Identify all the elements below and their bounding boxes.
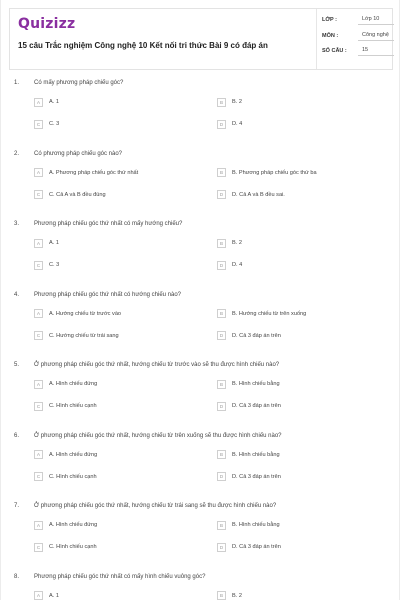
answer-option-a[interactable] [34,378,97,390]
option-letter-box: C [34,261,43,270]
answer-option-a[interactable] [34,519,97,531]
option-text: D. Cả 3 đáp án trên [232,403,281,409]
option-letter-box: C [34,190,43,199]
answer-option-b[interactable] [217,449,280,461]
option-letter-box: A [34,309,43,318]
answer-option-b[interactable] [217,308,306,320]
option-text: C. Hình chiếu cạnh [49,403,97,409]
option-text: C. Cả A và B đều đúng [49,191,106,198]
question-text: Ở phương pháp chiếu góc thứ nhất, hướng chiếu từ trước vào sẽ thu được hình chiếu nào? [34,362,280,368]
answer-option-d[interactable] [217,541,281,553]
option-text: B. Phương pháp chiếu góc thứ ba [232,169,317,176]
answer-option-d[interactable] [217,118,242,130]
option-letter-box: B [217,168,226,177]
answer-option-d[interactable] [217,330,281,342]
option-text: D. Cả 3 đáp án trên [232,332,281,339]
option-text: B. Hình chiếu bằng [232,381,280,387]
option-text: C. Hướng chiếu từ trái sang [49,332,119,339]
question-number: 2. [14,150,20,157]
answer-option-a[interactable] [34,308,121,320]
question-text: Ở phương pháp chiếu góc thứ nhất, hướng chiếu từ trái sang sẽ thu được hình chiếu nào? [34,503,277,509]
option-letter-box: C [34,472,43,481]
question-text: Có mấy phương pháp chiếu góc? [34,80,124,86]
question-number: 5. [14,362,20,368]
worksheet-title: 15 câu Trắc nghiệm Công nghệ 10 Kết nối tri thức Bài 9 có đáp án [18,41,268,50]
answer-option-c[interactable] [34,330,119,342]
option-text: C. 3 [49,262,60,268]
quizizz-logo[interactable]: Quizizz [18,16,76,32]
option-letter-box: A [34,521,43,530]
answer-option-b[interactable] [217,519,280,531]
header-divider [316,9,317,69]
answer-option-a[interactable] [34,167,138,179]
option-text: C. Hình chiếu cạnh [49,473,97,480]
question-text: Ở phương pháp chiếu góc thứ nhất, hướng chiếu từ trên xuống sẽ thu được hình chiếu nào? [34,432,282,439]
answer-option-a[interactable] [34,590,59,600]
question-number: 8. [14,573,20,580]
option-letter-box: C [34,543,43,552]
answer-option-b[interactable] [217,378,280,390]
question-number: 1. [14,80,20,86]
option-letter-box: A [34,168,43,177]
option-letter-box: D [217,331,226,340]
option-letter-box: B [217,309,226,318]
question-text: Phương pháp chiếu góc thứ nhất có hướng chiếu nào? [34,291,182,298]
option-letter-box: A [34,450,43,459]
answer-option-b[interactable] [217,96,242,108]
option-text: D. 4 [232,121,243,127]
answer-option-d[interactable] [217,400,281,412]
answer-option-b[interactable] [217,590,242,600]
option-text: C. Hình chiếu cạnh [49,544,97,550]
worksheet-header [9,8,393,70]
meta-label-class: LỚP : [322,17,337,23]
answer-option-d[interactable] [217,471,281,483]
answer-option-c[interactable] [34,471,97,483]
option-text: D. Cả 3 đáp án trên [232,473,281,480]
option-text: B. Hình chiếu bằng [232,451,280,458]
option-letter-box: D [217,402,226,411]
option-text: C. 3 [49,121,60,127]
question-text: Có phương pháp chiếu góc nào? [34,150,123,157]
question-number: 4. [14,291,20,298]
option-letter-box: D [217,120,226,129]
option-letter-box: B [217,239,226,248]
option-letter-box: A [34,380,43,389]
answer-option-c[interactable] [34,189,106,201]
option-letter-box: B [217,380,226,389]
option-letter-box: B [217,98,226,107]
option-text: B. 2 [232,240,242,246]
option-letter-box: A [34,591,43,600]
option-letter-box: D [217,543,226,552]
question-text: Phương pháp chiếu góc thứ nhất có mấy hướng chiếu? [34,221,183,227]
answer-option-a[interactable] [34,237,59,249]
option-letter-box: D [217,190,226,199]
meta-value-subject: Công nghệ [358,31,394,41]
meta-label-count: SỐ CÂU : [322,48,347,54]
option-text: D. Cả 3 đáp án trên [232,544,281,550]
option-text: A. 1 [49,240,59,246]
option-text: A. Hướng chiếu từ trước vào [49,310,122,317]
option-text: A. Phương pháp chiếu góc thứ nhất [49,169,139,176]
option-letter-box: C [34,120,43,129]
option-text: A. 1 [49,592,59,599]
option-letter-box: C [34,402,43,411]
answer-option-b[interactable] [217,167,317,179]
answer-option-c[interactable] [34,118,59,130]
option-letter-box: B [217,450,226,459]
option-letter-box: D [217,261,226,270]
option-text: D. 4 [232,262,243,268]
answer-option-c[interactable] [34,400,97,412]
option-text: B. 2 [232,99,242,105]
option-letter-box: B [217,591,226,600]
answer-option-a[interactable] [34,449,97,461]
option-letter-box: D [217,472,226,481]
question-number: 6. [14,432,20,439]
option-text: A. Hình chiếu đứng [49,451,98,458]
option-text: A. Hình chiếu đứng [49,522,98,528]
option-text: B. Hướng chiếu từ trên xuống [232,310,307,317]
meta-label-subject: MÔN : [322,33,339,39]
option-text: A. 1 [49,99,59,105]
option-letter-box: B [217,521,226,530]
option-text: D. Cả A và B đều sai. [232,191,285,198]
answer-option-d[interactable] [217,259,242,271]
answer-option-b[interactable] [217,237,242,249]
option-letter-box: C [34,331,43,340]
meta-value-count: 15 [358,46,394,56]
question-number: 3. [14,221,20,227]
option-letter-box: A [34,239,43,248]
option-text: B. 2 [232,592,242,599]
option-text: A. Hình chiếu đứng [49,381,98,387]
option-text: B. Hình chiếu bằng [232,522,280,528]
answer-option-d[interactable] [217,189,285,201]
answer-option-c[interactable] [34,259,59,271]
answer-option-c[interactable] [34,541,97,553]
option-letter-box: A [34,98,43,107]
question-number: 7. [14,503,20,509]
answer-option-a[interactable] [34,96,59,108]
meta-value-class: Lớp 10 [358,15,394,25]
question-text: Phương pháp chiếu góc thứ nhất có mấy hình chiếu vuông góc? [34,573,206,580]
